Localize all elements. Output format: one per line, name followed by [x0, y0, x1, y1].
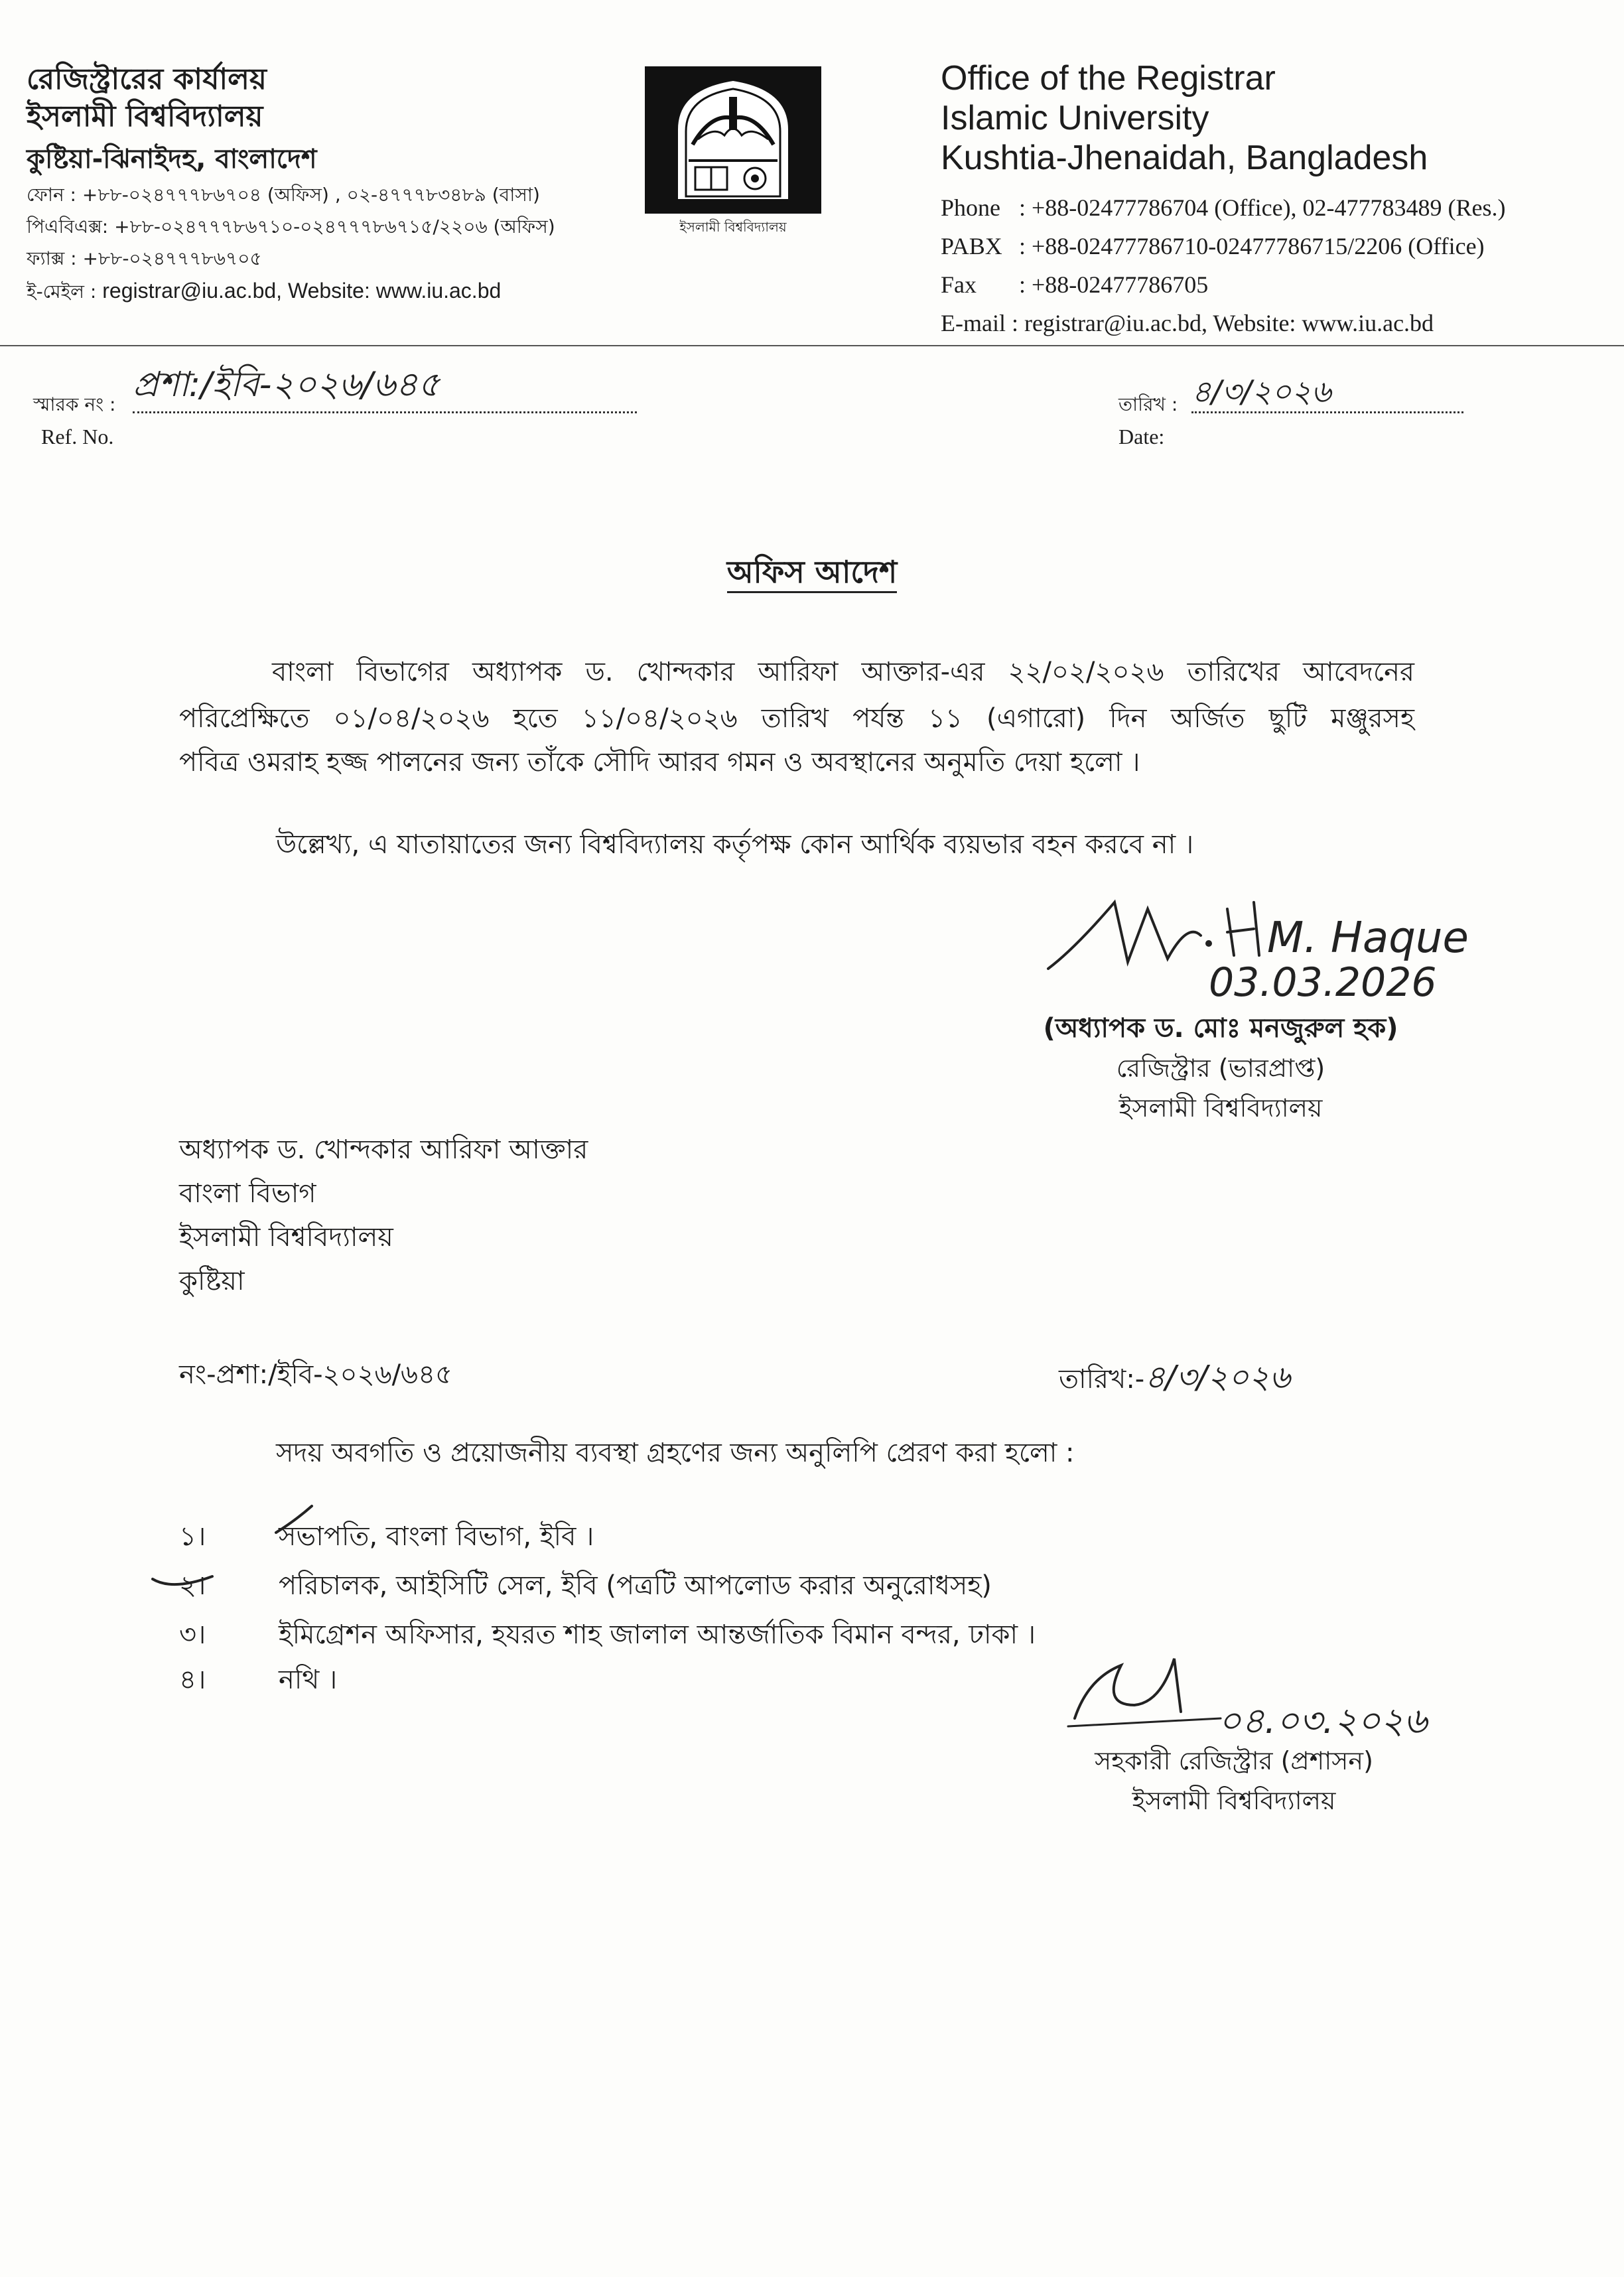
phone-value-bn: +৮৮-০২৪৭৭৭৮৬৭০৪ (অফিস) , ০২-৪৭৭৭৮৩৪৮৯ (বাসা) [82, 184, 540, 206]
recipient-line: কুষ্টিয়া [179, 1266, 245, 1296]
recipient-line: অধ্যাপক ড. খোন্দকার আরিফা আক্তার [179, 1135, 588, 1165]
pabx-line-bn [27, 211, 624, 243]
copy-date-handwritten: ৪/৩/২০২৬ [1144, 1359, 1290, 1396]
signatory-name: (অধ্যাপক ড. মোঃ মনজুরুল হক) [1043, 1013, 1398, 1044]
signature2-date: ০৪.০৩.২০২৬ [1218, 1700, 1428, 1742]
pabx-label-bn: পিএবিএক্স: [27, 216, 109, 238]
copy-item-num: ১। [179, 1521, 206, 1552]
phone-label-bn: ফোন : [27, 184, 76, 206]
office-name-en: Office of the Registrar [941, 59, 1276, 98]
signatory2-org: ইসলামী বিশ্ববিদ্যালয় [1132, 1786, 1336, 1815]
copy-date-label: তারিখ:- [1059, 1364, 1145, 1395]
fax-line-bn [27, 243, 624, 275]
ref-number-handwritten: প্রশা:/ইবি-২০২৬/৬৪৫ [133, 358, 637, 413]
logo-caption: ইসলামী বিশ্ববিদ্যালয় [679, 219, 787, 235]
university-logo [645, 66, 821, 214]
date-label-en: Date: [1118, 425, 1165, 448]
handwritten-marks [146, 1493, 318, 1599]
para1-line2-text: পরিপ্রেক্ষিতে ০১/০৪/২০২৬ হতে ১১/০৪/২০২৬ তারিখ পর্যন্ত ১১ (এগারো) দিন অর্জিত ছুটি মঞ্জুরসহ [179, 703, 1414, 734]
date-label-bn: তারিখ : [1118, 393, 1178, 415]
signatory2-designation: সহকারী রেজিস্ট্রার (প্রশাসন) [1095, 1746, 1373, 1775]
copy-item-text: পরিচালক, আইসিটি সেল, ইবি (পত্রটি আপলোড করার অনুরোধসহ) [279, 1570, 992, 1601]
ref-label-bn: স্মারক নং : [33, 393, 116, 415]
copy-intro: সদয় অবগতি ও প্রয়োজনীয় ব্যবস্থা গ্রহণের জন্য অনুলিপি প্রেরণ করা হলো : [276, 1438, 1075, 1468]
university-name-en: Islamic University [941, 99, 1209, 137]
fax-value-en: : +88-02477786705 [1019, 271, 1209, 298]
recipient-address [179, 1128, 975, 1303]
university-name-bn: ইসলামী বিশ্ববিদ্যালয় [27, 100, 263, 133]
order-title: অফিস আদেশ [727, 554, 898, 593]
pabx-value-bn: +৮৮-০২৪৭৭৭৮৬৭১০-০২৪৭৭৭৮৬৭১৫/২২০৬ (অফিস) [114, 216, 555, 238]
fax-value-bn: +৮৮-০২৪৭৭৭৮৬৭০৫ [82, 247, 262, 269]
email-line-bn [27, 275, 624, 308]
recipient-line: ইসলামী বিশ্ববিদ্যালয় [179, 1222, 393, 1253]
header-right-english [941, 58, 1611, 342]
order-title-wrap [0, 549, 1624, 600]
phone-label-en: Phone [941, 194, 1000, 221]
ref-label-en: Ref. No. [41, 425, 114, 448]
header-divider [0, 345, 1624, 346]
phone-value-en: : +88-02477786704 (Office), 02-477783489 (Res.) [1019, 194, 1506, 221]
phone-line-en [941, 188, 1611, 227]
office-name-bn: রেজিস্ট্রারের কার্যালয় [27, 62, 267, 96]
copy-item-num: ৪। [179, 1665, 206, 1695]
email-web-value: registrar@iu.ac.bd, Website: www.iu.ac.bd [102, 279, 502, 303]
header-left-bangla [27, 61, 624, 308]
copy-item-num: ২। [179, 1570, 206, 1601]
copy-item-num: ৩। [179, 1620, 206, 1650]
fax-label-bn: ফ্যাক্স : [27, 247, 77, 269]
signature1-block [1008, 1008, 1433, 1128]
phone-line-bn [27, 179, 624, 211]
email-label-bn: ই-মেইল : [27, 281, 97, 303]
signatory-designation: রেজিস্ট্রার (ভারপ্রাপ্ত) [1116, 1054, 1325, 1083]
location-bn: কুষ্টিয়া-ঝিনাইদহ, বাংলাদেশ [27, 144, 317, 174]
para1-line3-text: পবিত্র ওমরাহ হজ্জ পালনের জন্য তাঁকে সৌদি আরব গমন ও অবস্থানের অনুমতি দেয়া হলো । [179, 747, 1140, 778]
fax-line-en [941, 265, 1611, 304]
recipient-line: বাংলা বিভাগ [179, 1178, 316, 1209]
copy-item-text: নথি । [279, 1665, 338, 1695]
copy-item-text: ইমিগ্রেশন অফিসার, হযরত শাহ জালাল আন্তর্জাতিক বিমান বন্দর, ঢাকা । [279, 1620, 1036, 1650]
para1-rest [179, 697, 1414, 784]
signature1-date: 03.03.2026 [1209, 959, 1437, 1006]
copy-ref [179, 1353, 452, 1398]
pabx-label-en: PABX [941, 233, 1002, 259]
location-en: Kushtia-Jhenaidah, Bangladesh [941, 139, 1428, 177]
copy-item-text: সভাপতি, বাংলা বিভাগ, ইবি । [279, 1521, 594, 1552]
para1-line1-text: বাংলা বিভাগের অধ্যাপক ড. খোন্দকার আরিফা আক্তার-এর ২২/০২/২০২৬ তারিখের আবেদনের [272, 657, 1414, 687]
fax-label-en: Fax [941, 271, 977, 298]
date-handwritten: ৪/৩/২০২৬ [1191, 372, 1463, 413]
pabx-value-en: : +88-02477786710-02477786715/2206 (Office) [1019, 233, 1485, 259]
copy-date [1059, 1353, 1290, 1406]
pabx-line-en [941, 227, 1611, 265]
copy-ref-text: নং-প্রশা:/ইবি-২০২৬/৬৪৫ [179, 1359, 452, 1390]
email-line-en: E-mail : registrar@iu.ac.bd, Website: www.iu.ac.bd [941, 310, 1434, 336]
signature-name-text: M. Haque [1267, 914, 1469, 963]
signatory-org: ইসলামী বিশ্ববিদ্যালয় [1118, 1093, 1323, 1123]
signature2-block [1048, 1741, 1420, 1821]
para1-line1 [272, 650, 1414, 694]
para2: উল্লেখ্য, এ যাতায়াতের জন্য বিশ্ববিদ্যালয় কর্তৃপক্ষ কোন আর্থিক ব্যয়ভার বহন করবে না । [276, 829, 1194, 860]
